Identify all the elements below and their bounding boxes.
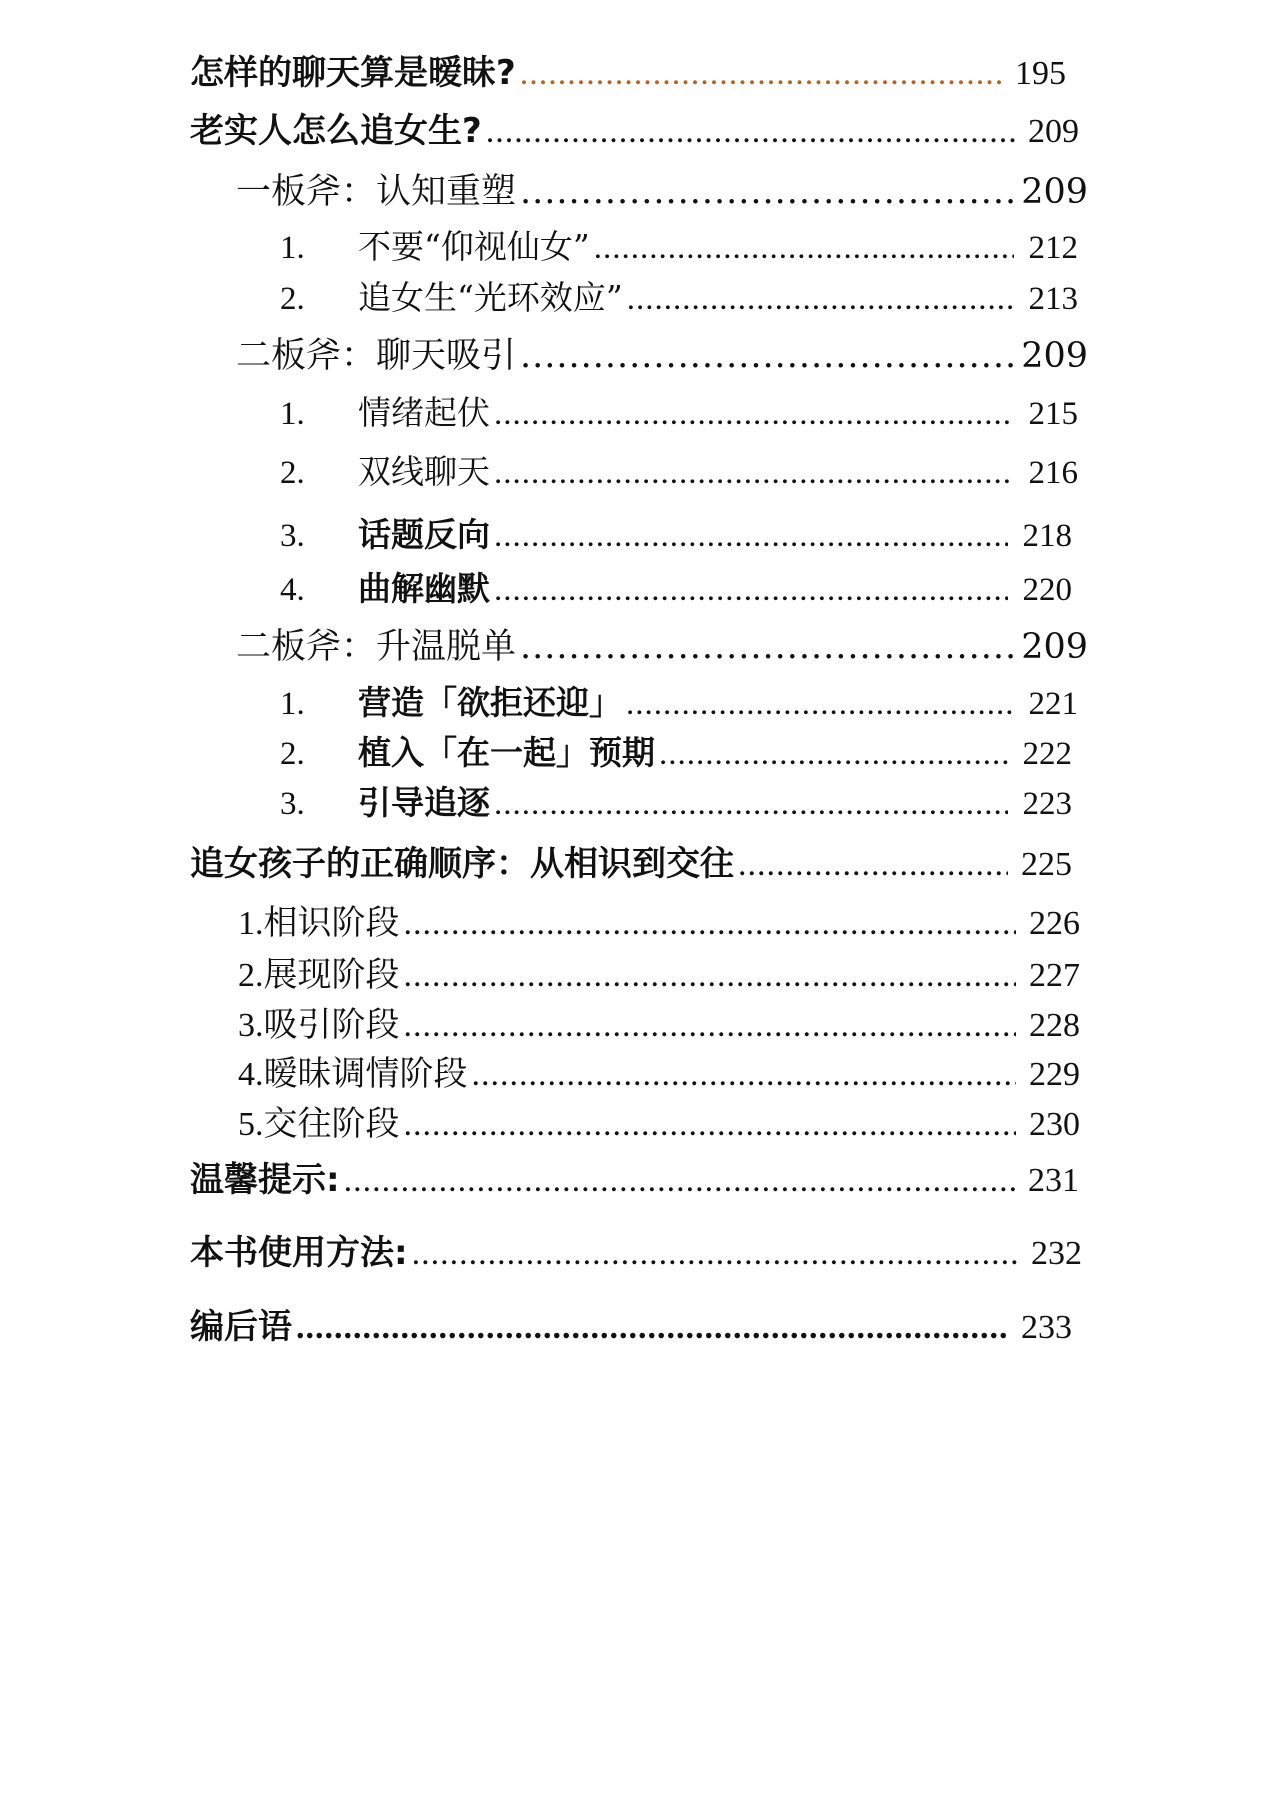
toc-entry[interactable] xyxy=(236,627,1088,667)
toc-entry-title: 营造「欲拒还迎」 xyxy=(358,683,622,722)
toc-entry-title: 引导追逐 xyxy=(358,783,490,822)
toc-entry[interactable] xyxy=(238,1104,1080,1144)
toc-entry[interactable] xyxy=(238,903,1080,943)
dot-leader xyxy=(494,457,1014,490)
toc-entry-title: 二板斧：聊天吸引 xyxy=(236,336,517,376)
dot-leader xyxy=(520,339,1017,374)
dot-leader xyxy=(344,1164,1015,1198)
dot-leader xyxy=(296,1311,1008,1345)
toc-entry-number: 3. xyxy=(280,786,305,822)
toc-entry-page: 223 xyxy=(1022,786,1072,822)
toc-entry-number: 4. xyxy=(238,1056,264,1093)
dot-leader xyxy=(520,175,1017,210)
toc-entry[interactable] xyxy=(236,172,1088,212)
toc-entry-number: 1. xyxy=(280,686,305,722)
toc-entry-title: 曲解幽默 xyxy=(358,569,490,608)
dot-leader xyxy=(404,1009,1017,1043)
dot-leader xyxy=(404,907,1017,941)
dot-leader xyxy=(659,738,1008,771)
toc-entry-title: 二板斧：升温脱单 xyxy=(236,627,517,667)
toc-entry-number: 2. xyxy=(238,957,264,994)
dot-leader xyxy=(494,398,1014,431)
toc-entry-page: 231 xyxy=(1028,1162,1079,1199)
toc-entry-title: 展现阶段 xyxy=(263,955,400,995)
toc-entry[interactable] xyxy=(190,1307,1072,1347)
toc-entry-page: 230 xyxy=(1029,1106,1080,1143)
dot-leader xyxy=(494,520,1008,553)
toc-entry-page: 209 xyxy=(1021,627,1088,667)
toc-entry-title: 话题反向 xyxy=(358,515,490,554)
toc-entry-title: 老实人怎么追女生? xyxy=(190,111,482,151)
toc-entry[interactable] xyxy=(280,515,1072,554)
dot-leader xyxy=(627,283,1014,316)
toc-entry-title: 情绪起伏 xyxy=(358,393,490,432)
toc-entry-number: 4. xyxy=(280,572,305,608)
toc-entry[interactable] xyxy=(238,1005,1080,1045)
toc-entry-page: 195 xyxy=(1015,55,1066,92)
toc-entry-page: 216 xyxy=(1028,455,1078,491)
toc-entry-page: 218 xyxy=(1022,518,1072,554)
dot-leader xyxy=(412,1237,1018,1271)
dot-leader xyxy=(494,574,1008,607)
toc-entry[interactable] xyxy=(280,783,1072,822)
toc-entry[interactable] xyxy=(190,844,1072,884)
dot-leader xyxy=(404,959,1017,993)
toc-entry[interactable] xyxy=(280,683,1078,722)
toc-entry-title: 本书使用方法: xyxy=(190,1233,408,1273)
dot-leader xyxy=(520,57,1002,91)
toc-entry-page: 233 xyxy=(1021,1309,1072,1346)
toc-entry-title: 交往阶段 xyxy=(263,1104,400,1144)
toc-entry-title: 不要“仰视仙女” xyxy=(358,227,590,266)
toc-entry-number: 1. xyxy=(280,396,305,432)
toc-entry-page: 232 xyxy=(1031,1235,1082,1272)
toc-entry[interactable] xyxy=(280,733,1072,772)
dot-leader xyxy=(404,1108,1017,1142)
toc-entry-number: 2. xyxy=(280,455,305,491)
toc-entry-title: 吸引阶段 xyxy=(263,1005,400,1045)
toc-entry-page: 226 xyxy=(1029,905,1080,942)
toc-entry[interactable] xyxy=(238,1054,1080,1094)
toc-entry-page: 212 xyxy=(1028,230,1078,266)
toc-entry-page: 221 xyxy=(1028,686,1078,722)
toc-entry[interactable] xyxy=(190,1160,1079,1200)
dot-leader xyxy=(594,232,1014,265)
toc-entry-page: 209 xyxy=(1021,336,1088,376)
toc-entry[interactable] xyxy=(190,53,1066,93)
toc-entry[interactable] xyxy=(280,278,1078,317)
toc-entry-page: 220 xyxy=(1022,572,1072,608)
toc-entry-page: 228 xyxy=(1029,1007,1080,1044)
toc-entry-title: 暧昧调情阶段 xyxy=(263,1054,468,1094)
toc-entry[interactable] xyxy=(280,452,1078,491)
toc-entry-page: 209 xyxy=(1028,113,1079,150)
toc-entry[interactable] xyxy=(190,1233,1082,1273)
dot-leader xyxy=(738,848,1008,882)
toc-entry-page: 213 xyxy=(1028,281,1078,317)
toc-entry-page: 215 xyxy=(1028,396,1078,432)
toc-entry-number: 1. xyxy=(280,230,305,266)
toc-entry[interactable] xyxy=(236,336,1088,376)
toc-entry-number: 5. xyxy=(238,1106,264,1143)
toc-entry-number: 2. xyxy=(280,736,305,772)
toc-entry[interactable] xyxy=(280,393,1078,432)
dot-leader xyxy=(494,788,1008,821)
toc-entry-page: 209 xyxy=(1021,172,1088,212)
toc-entry-number: 3. xyxy=(280,518,305,554)
toc-entry-page: 222 xyxy=(1022,736,1072,772)
toc-entry-title: 植入「在一起」预期 xyxy=(358,733,655,772)
dot-leader xyxy=(520,630,1017,665)
toc-entry-title: 追女孩子的正确顺序：从相识到交往 xyxy=(190,844,734,884)
toc-entry-number: 2. xyxy=(280,281,305,317)
toc-entry-title: 追女生“光环效应” xyxy=(358,278,623,317)
dot-leader xyxy=(486,115,1015,149)
toc-entry-number: 1. xyxy=(238,905,264,942)
toc-entry-title: 温馨提示: xyxy=(190,1160,340,1200)
toc-entry-page: 225 xyxy=(1021,846,1072,883)
toc-entry-title: 双线聊天 xyxy=(358,452,490,491)
toc-entry[interactable] xyxy=(280,227,1078,266)
toc-entry[interactable] xyxy=(190,111,1079,151)
toc-entry-title: 怎样的聊天算是暧昧? xyxy=(190,53,516,93)
toc-entry-number: 3. xyxy=(238,1007,264,1044)
toc-entry-page: 227 xyxy=(1029,957,1080,994)
toc-entry-page: 229 xyxy=(1029,1056,1080,1093)
dot-leader xyxy=(626,688,1014,721)
toc-entry-title: 一板斧：认知重塑 xyxy=(236,172,517,212)
dot-leader xyxy=(472,1058,1017,1092)
toc-entry-title: 相识阶段 xyxy=(263,903,400,943)
toc-entry[interactable] xyxy=(238,955,1080,995)
toc-entry[interactable] xyxy=(280,569,1072,608)
toc-entry-title: 编后语 xyxy=(190,1307,292,1347)
